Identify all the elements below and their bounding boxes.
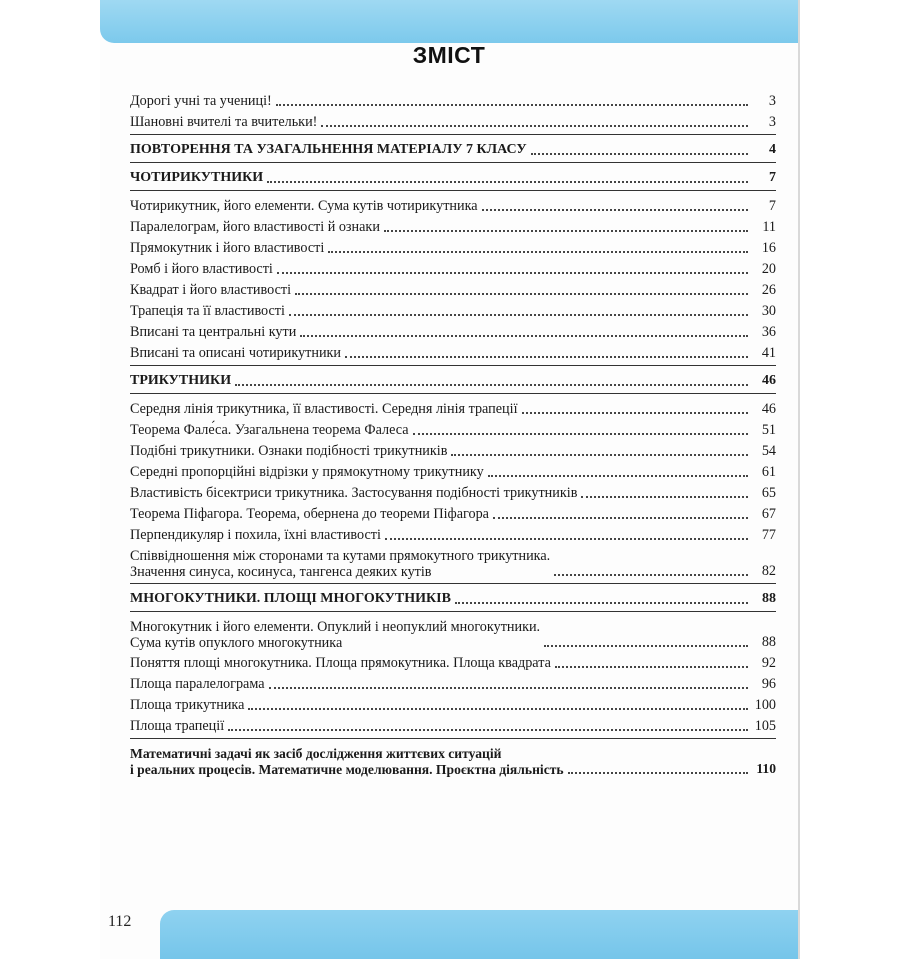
- toc-entry-title: Прямокутник і його властивості: [130, 240, 325, 256]
- dot-leader: [568, 772, 748, 774]
- toc-entry[interactable]: [130, 481, 776, 502]
- toc-entry[interactable]: [130, 418, 776, 439]
- toc-entry-page: 46: [762, 373, 776, 388]
- toc-entry-title: [130, 746, 568, 778]
- toc-entry[interactable]: [130, 257, 776, 278]
- dot-leader: [544, 645, 748, 647]
- section-divider: [130, 738, 776, 739]
- toc-entry-page: 65: [761, 485, 776, 501]
- toc-entry-title: Квадрат і його властивості: [130, 282, 292, 298]
- table-of-contents: [130, 89, 776, 778]
- dot-leader: [289, 314, 748, 316]
- dot-leader: [451, 454, 748, 456]
- section-divider: [130, 134, 776, 135]
- toc-entry-page: 54: [761, 443, 776, 459]
- section-divider: [130, 365, 776, 366]
- toc-entry-title: ЧОТИРИКУТНИКИ: [130, 170, 264, 185]
- dot-leader: [385, 538, 748, 540]
- toc-entry[interactable]: [130, 89, 776, 110]
- toc-entry-title: Властивість бісектриси трикутника. Застосування подібності трикутників: [130, 485, 578, 501]
- dot-leader: [555, 666, 748, 668]
- toc-entry-page: 105: [754, 718, 776, 734]
- toc-entry-title: МНОГОКУТНИКИ. ПЛОЩІ МНОГОКУТНИКІВ: [130, 591, 451, 606]
- dot-leader: [482, 209, 748, 211]
- toc-entry-title: [130, 548, 554, 580]
- toc-section-polygons[interactable]: [130, 587, 776, 608]
- bottom-decor-band: [160, 910, 798, 959]
- toc-entry[interactable]: [130, 194, 776, 215]
- toc-entry-title: Середні пропорційні відрізки у прямокутному трикутнику: [130, 464, 484, 480]
- toc-entry-line: Сума кутів опуклого многокутника: [130, 635, 343, 651]
- toc-entry-title: Вписані та описані чотирикутники: [130, 345, 342, 361]
- toc-entry-page: 88: [762, 591, 776, 606]
- dot-leader: [384, 230, 748, 232]
- toc-entry-title: Поняття площі многокутника. Площа прямокутника. Площа квадрата: [130, 655, 551, 671]
- toc-entry-title: Теорема Піфагора. Теорема, обернена до теореми Піфагора: [130, 506, 489, 522]
- toc-entry-title: Площа паралелограма: [130, 676, 265, 692]
- toc-entry-page: 7: [768, 198, 776, 214]
- toc-entry-page: 11: [762, 219, 776, 235]
- top-decor-band: [100, 0, 798, 43]
- toc-entry-page: 100: [754, 697, 776, 713]
- toc-entry-page: 77: [761, 527, 776, 543]
- toc-entry-title: [130, 619, 544, 651]
- toc-entry[interactable]: [130, 439, 776, 460]
- toc-entry-page: 3: [768, 114, 776, 130]
- section-divider: [130, 190, 776, 191]
- toc-entry-line: Математичні задачі як засіб дослідження життєвих ситуацій: [130, 746, 502, 761]
- toc-entry[interactable]: [130, 693, 776, 714]
- dot-leader: [295, 293, 748, 295]
- toc-entry[interactable]: [130, 320, 776, 341]
- dot-leader: [276, 104, 748, 106]
- dot-leader: [228, 729, 748, 731]
- toc-entry-page: 3: [768, 93, 776, 109]
- toc-entry[interactable]: [130, 110, 776, 131]
- toc-entry-title: Теорема Фале́са. Узагальнена теорема Фалеса: [130, 422, 409, 438]
- dot-leader: [269, 687, 748, 689]
- toc-entry-page: 46: [761, 401, 776, 417]
- dot-leader: [531, 153, 748, 155]
- toc-entry-title: ПОВТОРЕННЯ ТА УЗАГАЛЬНЕННЯ МАТЕРІАЛУ 7 КЛАСУ: [130, 142, 527, 157]
- section-divider: [130, 583, 776, 584]
- toc-entry[interactable]: [130, 299, 776, 320]
- dot-leader: [277, 272, 748, 274]
- toc-entry-page: 4: [769, 142, 776, 157]
- toc-entry-line: Многокутник і його елементи. Опуклий і неопуклий многокутники.: [130, 619, 541, 635]
- dot-leader: [413, 433, 748, 435]
- toc-entry-page: 61: [761, 464, 776, 480]
- toc-entry-title: ТРИКУТНИКИ: [130, 373, 232, 388]
- toc-entry[interactable]: [130, 502, 776, 523]
- toc-entry-line: Співвідношення між сторонами та кутами прямокутного трикутника.: [130, 548, 551, 564]
- toc-entry-title: Шановні вчителі та вчительки!: [130, 114, 318, 130]
- toc-entry[interactable]: [130, 215, 776, 236]
- toc-entry[interactable]: [130, 460, 776, 481]
- toc-entry-title: Чотирикутник, його елементи. Сума кутів чотирикутника: [130, 198, 478, 214]
- toc-entry-page: 41: [761, 345, 776, 361]
- toc-entry-page: 30: [761, 303, 776, 319]
- dot-leader: [267, 181, 748, 183]
- toc-entry[interactable]: [130, 672, 776, 693]
- toc-entry-title: Ромб і його властивості: [130, 261, 273, 277]
- dot-leader: [581, 496, 748, 498]
- toc-entry-page: 92: [761, 655, 776, 671]
- dot-leader: [248, 708, 748, 710]
- dot-leader: [522, 412, 748, 414]
- toc-section-triangles[interactable]: [130, 369, 776, 390]
- toc-entry-line: і реальних процесів. Математичне моделювання. Проєктна діяльність: [130, 762, 564, 777]
- toc-entry-page: 16: [761, 240, 776, 256]
- toc-entry-title: Середня лінія трикутника, її властивості. Середня лінія трапеції: [130, 401, 518, 417]
- dot-leader: [321, 125, 748, 127]
- toc-section-quadrilaterals[interactable]: [130, 166, 776, 187]
- dot-leader: [345, 356, 748, 358]
- dot-leader: [455, 602, 748, 604]
- page-number: 112: [108, 913, 132, 930]
- page-edge: [798, 0, 800, 959]
- section-divider: [130, 162, 776, 163]
- toc-entry-title: Паралелограм, його властивості й ознаки: [130, 219, 380, 235]
- toc-entry-page: 110: [756, 761, 776, 776]
- dot-leader: [328, 251, 748, 253]
- toc-entry[interactable]: [130, 523, 776, 544]
- toc-entry-title: Подібні трикутники. Ознаки подібності трикутників: [130, 443, 448, 459]
- section-divider: [130, 393, 776, 394]
- toc-entry-title: Перпендикуляр і похила, їхні властивості: [130, 527, 381, 543]
- toc-entry-page: 96: [761, 676, 776, 692]
- toc-entry-title: Вписані та центральні кути: [130, 324, 297, 340]
- toc-entry-title: Площа трикутника: [130, 697, 245, 713]
- toc-entry-page: 51: [761, 422, 776, 438]
- toc-entry-line: Значення синуса, косинуса, тангенса деяких кутів: [130, 564, 432, 580]
- toc-entry-title: Дорогі учні та учениці!: [130, 93, 272, 109]
- page-title: ЗМІСТ: [412, 42, 486, 68]
- toc-entry-page: 82: [761, 563, 776, 579]
- section-divider: [130, 611, 776, 612]
- toc-entry[interactable]: [130, 544, 776, 580]
- toc-entry-page: 88: [761, 634, 776, 650]
- toc-entry-page: 26: [761, 282, 776, 298]
- toc-entry-page: 36: [761, 324, 776, 340]
- toc-section-review[interactable]: [130, 138, 776, 159]
- toc-entry-title: Площа трапеції: [130, 718, 225, 734]
- toc-entry-page: 20: [761, 261, 776, 277]
- dot-leader: [493, 517, 748, 519]
- toc-entry[interactable]: [130, 341, 776, 362]
- dot-leader: [554, 574, 748, 576]
- dot-leader: [235, 384, 748, 386]
- toc-entry-page: 7: [769, 170, 776, 185]
- toc-entry[interactable]: [130, 278, 776, 299]
- dot-leader: [488, 475, 748, 477]
- toc-entry[interactable]: [130, 397, 776, 418]
- toc-entry[interactable]: [130, 615, 776, 651]
- dot-leader: [300, 335, 748, 337]
- toc-entry-title: Трапеція та її властивості: [130, 303, 285, 319]
- toc-entry[interactable]: [130, 236, 776, 257]
- toc-entry-page: 67: [761, 506, 776, 522]
- toc-entry[interactable]: [130, 651, 776, 672]
- toc-entry[interactable]: [130, 714, 776, 735]
- toc-entry-final[interactable]: [130, 742, 776, 778]
